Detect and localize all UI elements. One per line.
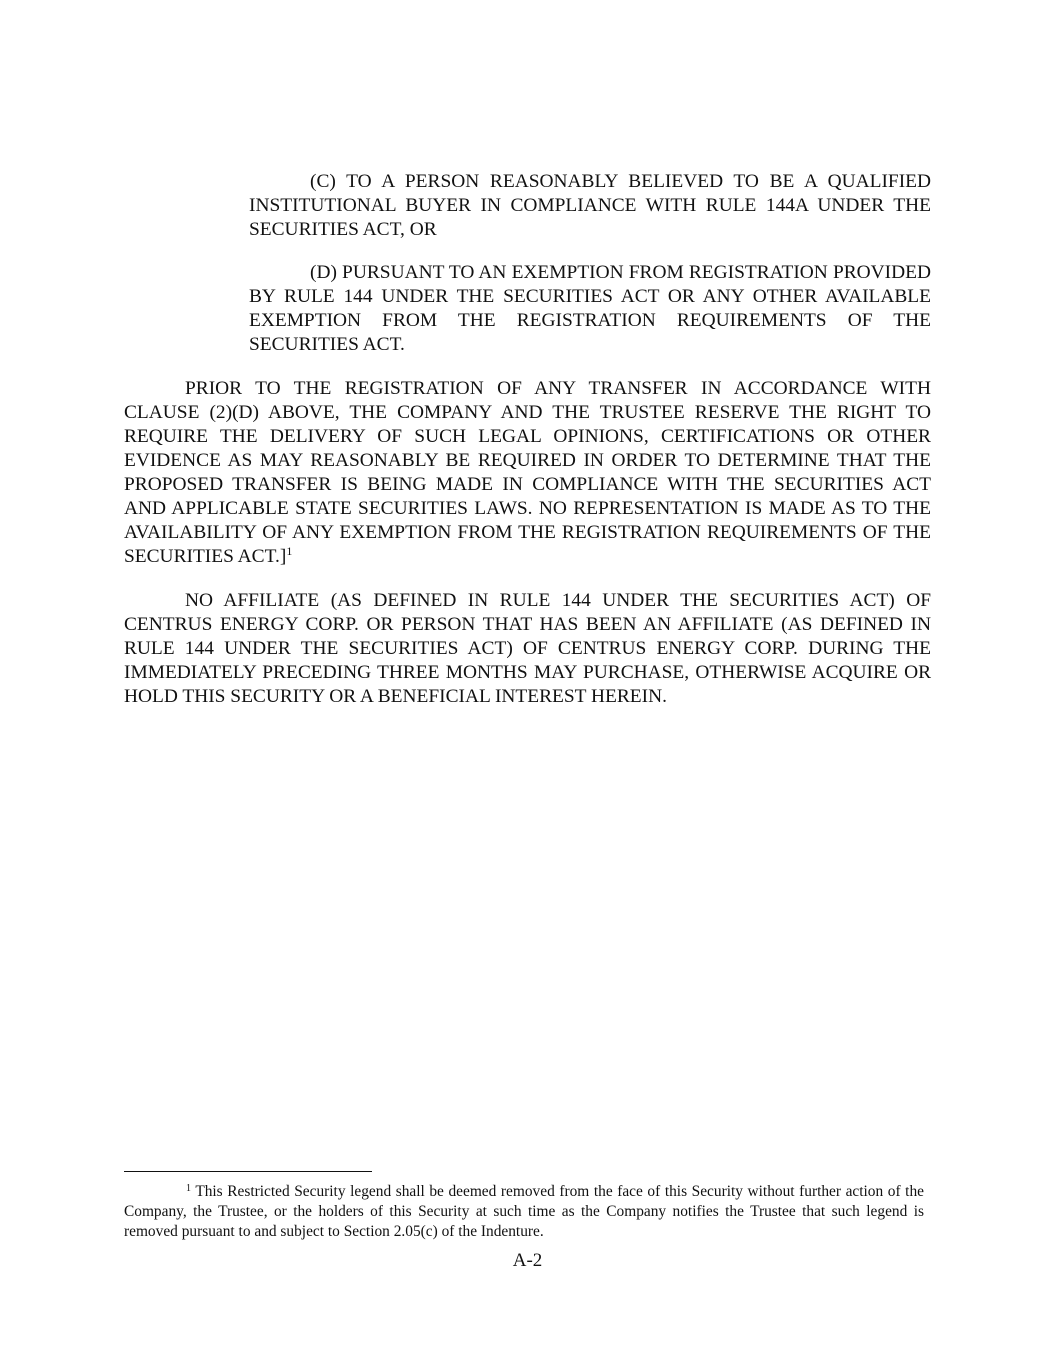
footnote-separator	[124, 1171, 372, 1172]
clause-d-paragraph: (D) PURSUANT TO AN EXEMPTION FROM REGISTRATION PROVIDED BY RULE 144 UNDER THE SECURITIES ACT OR ANY OTHER AVAILABLE EXEMPTION FROM THE REGISTRATION REQUIREMENTS OF THE SECURITIES ACT.	[249, 262, 931, 355]
clause-c-paragraph: (C) TO A PERSON REASONABLY BELIEVED TO BE A QUALIFIED INSTITUTIONAL BUYER IN COMPLIANCE WITH RULE 144A UNDER THE SECURITIES ACT, OR	[249, 171, 931, 240]
footnote-marker: 1	[186, 1183, 191, 1194]
prior-registration-text: PRIOR TO THE REGISTRATION OF ANY TRANSFER IN ACCORDANCE WITH CLAUSE (2)(D) ABOVE, THE COMPANY AND THE TRUSTEE RESERVE THE RIGHT TO REQUIRE THE DELIVERY OF SUCH LEGAL OPINIONS, CERTIFICATIONS OR OTHER EVIDENCE AS MAY REASONABLY BE REQUIRED IN ORDER TO DETERMINE THAT THE PROPOSED TRANSFER IS BEING MADE IN COMPLIANCE WITH THE SECURITIES ACT AND APPLICABLE STATE SECURITIES LAWS. NO REPRESENTATION IS MADE AS TO THE AVAILABILITY OF ANY EXEMPTION FROM THE REGISTRATION REQUIREMENTS OF THE SECURITIES ACT.]	[124, 378, 931, 567]
prior-registration-paragraph	[124, 377, 931, 569]
footnote-text: This Restricted Security legend shall be deemed removed from the face of this Security without further action of the Company, the Trustee, or the holders of this Security at such time as the Company notifies the Trustee that such legend is removed pursuant to and subject to Section 2.05(c) of the Indenture.	[124, 1183, 924, 1240]
footnote-reference[interactable]: 1	[286, 544, 293, 558]
footnote	[124, 1182, 924, 1242]
page-number: A-2	[512, 1250, 543, 1271]
no-affiliate-paragraph: NO AFFILIATE (AS DEFINED IN RULE 144 UNDER THE SECURITIES ACT) OF CENTRUS ENERGY CORP. OR PERSON THAT HAS BEEN AN AFFILIATE (AS DEFINED IN RULE 144 UNDER THE SECURITIES ACT) OF CENTRUS ENERGY CORP. DURING THE IMMEDIATELY PRECEDING THREE MONTHS MAY PURCHASE, OTHERWISE ACQUIRE OR HOLD THIS SECURITY OR A BENEFICIAL INTEREST HEREIN.	[124, 590, 931, 707]
